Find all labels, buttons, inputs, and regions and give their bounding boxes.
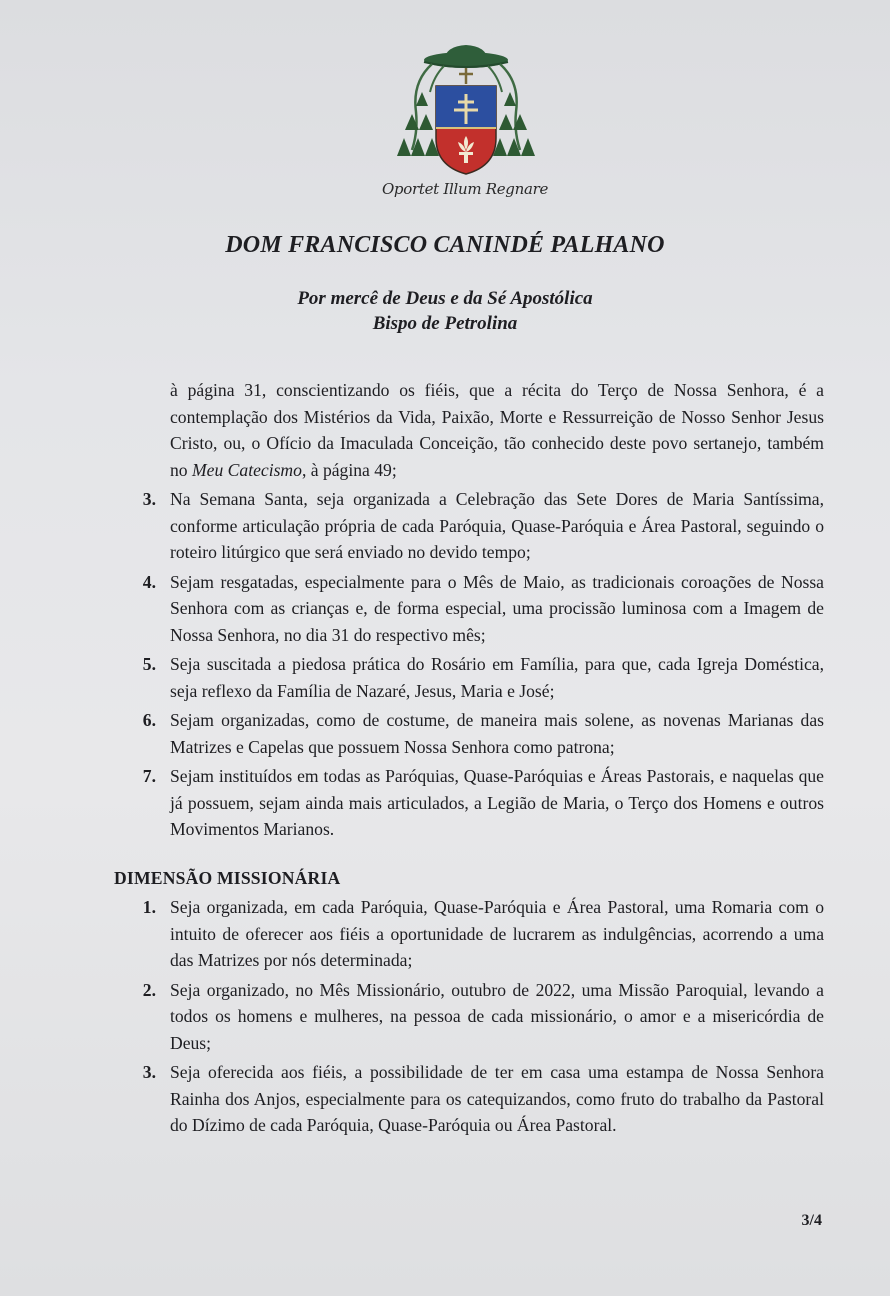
list-item-text: Sejam organizadas, como de costume, de maneira mais solene, as novenas Marianas das Matrizes e Capelas que possuem Nossa Senhora como patrona; xyxy=(170,710,824,757)
list-item-text: Sejam resgatadas, especialmente para o Mês de Maio, as tradicionais coroações de Nossa Senhora com as crianças e, de forma especial, uma procissão luminosa com a Imagem de Nossa Senhora, no dia 31 do respectivo mês; xyxy=(170,571,824,645)
list-item xyxy=(114,707,824,760)
list-item-number: 6. xyxy=(142,710,156,730)
list-item-text: Seja suscitada a piedosa prática do Rosário em Família, para que, cada Igreja Doméstica, seja reflexo da Família de Nazaré, Jesus, Maria e José; xyxy=(170,654,824,701)
intro-book-title: Meu Catecismo xyxy=(192,459,302,480)
list-item-number: 7. xyxy=(142,766,156,786)
bishop-name-heading: DOM FRANCISCO CANINDÉ PALHANO xyxy=(225,232,665,258)
subtitle-line-2: Bispo de Petrolina xyxy=(372,313,518,334)
list-item-number: 4. xyxy=(142,571,156,592)
page-number: 3/4 xyxy=(801,1212,822,1229)
list-item-text: Seja organizada, em cada Paróquia, Quase-Paróquia e Área Pastoral, uma Romaria com o intuito de oferecer aos fiéis a oportunidade de lucrarem as indulgências, acorrendo a uma das Matrizes por nós determinada; xyxy=(170,897,824,970)
list-item-number: 1. xyxy=(142,897,156,917)
list-item xyxy=(114,1059,824,1139)
intro-text-1: à página 31, conscientizando os fiéis, que a récita do Terço de Nossa Senhora, é a contemplação dos Mistérios da Vida, Paixão, Morte e Ressurreição de Nosso Senhor Jesus Cristo, ou, o Ofício da Imaculada Conceição, tão conhecido deste povo sertanejo, também no xyxy=(170,380,824,480)
list-item xyxy=(114,486,824,566)
list-item-text: Seja organizado, no Mês Missionário, outubro de 2022, uma Missão Paroquial, levando a todos os homens e mulheres, na pessoa de cada missionário, o amor e a misericórdia de Deus; xyxy=(170,979,824,1053)
episcopal-coat-of-arms-icon xyxy=(386,42,546,192)
list-item-number: 5. xyxy=(142,654,156,674)
list-item-text: Seja oferecida aos fiéis, a possibilidade de ter em casa uma estampa de Nossa Senhora Rainha dos Anjos, especialmente para os catequizandos, como fruto do trabalho da Pastoral do Dízimo de cada Paróquia, Quase-Paróquia ou Área Pastoral. xyxy=(170,1062,824,1135)
list-item-number: 3. xyxy=(142,489,156,509)
list-item-number: 2. xyxy=(142,979,156,1000)
missionary-list xyxy=(114,894,824,1139)
list-item xyxy=(114,569,824,649)
list-item-number: 3. xyxy=(142,1062,156,1082)
section-heading-missionary: DIMENSÃO MISSIONÁRIA xyxy=(114,867,341,888)
list-item-text: Sejam instituídos em todas as Paróquias, Quase-Paróquias e Áreas Pastorais, e naquelas que já possuem, sejam ainda mais articulados, a Legião de Maria, o Terço dos Homens e outros Movimentos Marianos. xyxy=(170,766,824,839)
continuation-paragraph xyxy=(170,377,824,483)
list-item-text: Na Semana Santa, seja organizada a Celebração das Sete Dores de Maria Santíssima, conforme articulação própria de cada Paróquia, Quase-Paróquia e Área Pastoral, seguindo o roteiro litúrgico que será enviado no devido tempo; xyxy=(170,489,824,562)
list-item xyxy=(114,977,824,1057)
subtitle-line-1: Por mercê de Deus e da Sé Apostólica xyxy=(297,288,593,309)
document-body xyxy=(114,377,824,1139)
motto-signature: Oportet Illum Regnare xyxy=(381,180,549,198)
list-item xyxy=(114,894,824,974)
list-item xyxy=(114,651,824,704)
intro-text-2: , à página 49; xyxy=(301,459,397,480)
list-item xyxy=(114,763,824,843)
bishop-subtitle xyxy=(0,286,890,336)
marian-list xyxy=(114,486,824,843)
